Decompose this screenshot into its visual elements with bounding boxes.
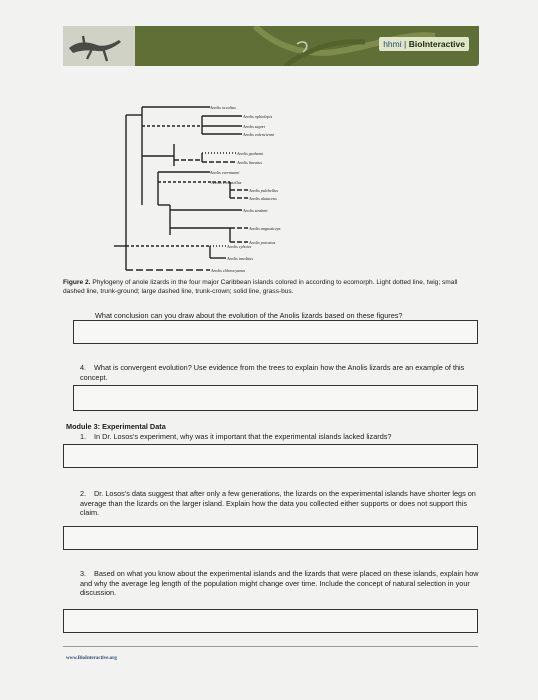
module-3-title: Module 3: Experimental Data [66, 422, 166, 431]
footer-url: www.BioInteractive.org [66, 656, 117, 661]
figure-caption-text: Phylogeny of anole lizards in the four major Caribbean islands colored in according to ecomorph. Light dotted line, twig; small dashed line, trunk-ground; large dashed line, trunk-crown; solid line, grass-bus. [63, 279, 458, 295]
lizard-logo-icon [63, 26, 135, 66]
question-4-text: What is convergent evolution? Use evidence from the trees to explain how the Anolis lizards are an example of this concept. [80, 363, 465, 382]
species-label: Anolis chlorocyanus [211, 268, 246, 273]
species-label: Anolis insolitus [227, 256, 253, 261]
species-label: Anolis evermanni [210, 170, 240, 175]
species-label: Anolis occultus [210, 105, 236, 110]
brand-name: BioInteractive [408, 39, 465, 49]
question-4 [80, 363, 480, 382]
answer-box-conclusion[interactable] [73, 320, 478, 344]
species-label: Anolis cristatellus [211, 180, 242, 185]
species-label: Anolis porcatus [249, 240, 276, 245]
question-2-number: 2. [80, 489, 87, 498]
species-label: Anolis valencienni [243, 132, 275, 137]
header-banner [63, 26, 479, 66]
phylogeny-tree [110, 100, 410, 280]
figure-caption [63, 279, 478, 297]
species-label: Anolis sagrei [243, 124, 266, 129]
question-1-text: In Dr. Losos's experiment, why was it important that the experimental islands lacked lizards? [94, 432, 392, 441]
brand-separator: | [404, 39, 407, 49]
species-label: Anolis alutaceus [249, 196, 277, 201]
question-1-number: 1. [80, 432, 87, 441]
module3-question-3 [80, 569, 480, 598]
species-label: Anolis grahami [237, 151, 263, 156]
footer-divider [63, 646, 478, 647]
species-label: Anolis lineatus [237, 160, 263, 165]
question-3-number: 3. [80, 569, 87, 578]
answer-box-question-2[interactable] [63, 526, 478, 550]
module3-question-1 [80, 432, 480, 442]
question-3-text: Based on what you know about the experimental islands and the lizards that were placed on these islands, explain how and why the average leg length of the population might change over time. Include the concept of natural selection in your discussion. [80, 569, 479, 597]
species-label: Anolis pulchellus [249, 188, 278, 193]
question-conclusion: What conclusion can you draw about the evolution of the Anolis lizards based on these figures? [95, 311, 403, 320]
question-2-text: Dr. Losos's data suggest that after only a few generations, the lizards on the experimental islands have shorter legs on average than the lizards on the larger island. Explain how the data you collected either supports or does not support this claim. [80, 489, 476, 517]
species-label: Anolis ophiolepis [243, 114, 273, 119]
brand-logo [379, 37, 469, 51]
question-4-number: 4. [80, 363, 87, 372]
figure-number: Figure 2. [63, 279, 91, 286]
module3-question-2 [80, 489, 480, 518]
answer-box-question-3[interactable] [63, 609, 478, 633]
species-label: Anolis angusticeps [249, 226, 281, 231]
species-label: Anolis strahmi [243, 208, 268, 213]
answer-box-question-1[interactable] [63, 444, 478, 468]
species-label: Anolis cybotes [227, 244, 252, 249]
answer-box-question-4[interactable] [73, 385, 478, 411]
brand-org: hhmi [383, 39, 402, 49]
